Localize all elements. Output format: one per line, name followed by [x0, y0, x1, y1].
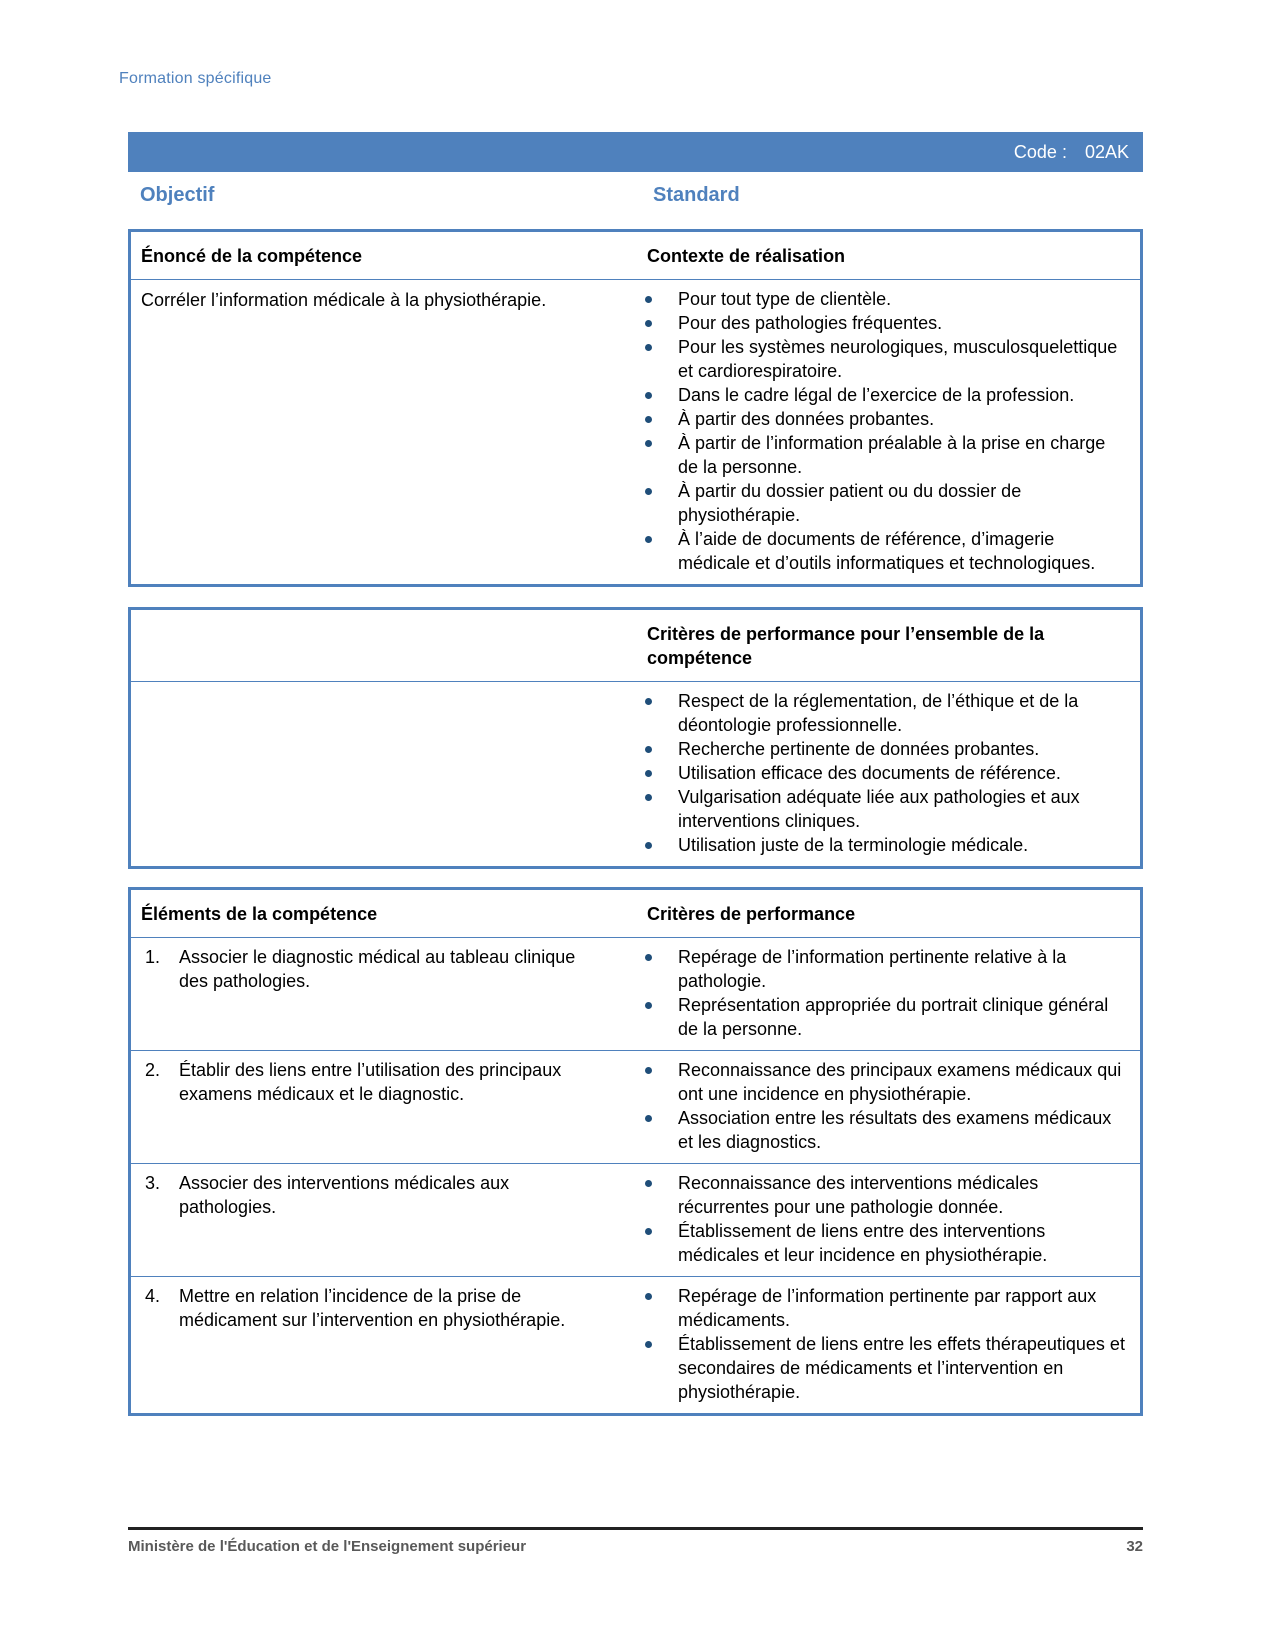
contexte-cell: [631, 280, 1140, 584]
element-text: Associer le diagnostic médical au tableau clinique des pathologies.: [179, 947, 576, 991]
bullet-item: Établissement de liens entre les effets thérapeutiques et secondaires de médicaments et l’intervention en physiothérapie.: [631, 1332, 1126, 1404]
contexte-bullet-list: [631, 287, 1126, 575]
element-row: [131, 1051, 1140, 1164]
element-rows: [131, 938, 1140, 1413]
criteres-bullet-list: [631, 1284, 1126, 1404]
bullet-item: Pour les systèmes neurologiques, musculosquelettique et cardiorespiratoire.: [631, 335, 1126, 383]
bullet-item: Respect de la réglementation, de l’éthique et de la déontologie professionnelle.: [631, 689, 1126, 737]
criteres-bullet-list: [631, 1171, 1126, 1267]
footer-ministry: Ministère de l'Éducation et de l'Enseignement supérieur: [128, 1538, 527, 1555]
element-text: Associer des interventions médicales aux pathologies.: [179, 1173, 510, 1217]
element-cell: [131, 938, 631, 1050]
header-cell-elements: [131, 890, 631, 937]
bullet-item: Utilisation efficace des documents de référence.: [631, 761, 1126, 785]
criteres-ensemble-cell: [631, 682, 1140, 866]
bullet-item: Repérage de l’information pertinente par rapport aux médicaments.: [631, 1284, 1126, 1332]
standard-heading: Standard: [653, 184, 740, 206]
element-number: 2.: [145, 1060, 161, 1080]
code-value: 02AK: [1084, 141, 1129, 162]
element-number: 3.: [145, 1173, 161, 1193]
criteres-ensemble-label: Critères de performance pour l’ensemble de la compétence: [647, 624, 1045, 668]
enonce-cell: [131, 280, 631, 584]
footer-rule: [128, 1527, 1143, 1530]
header-elements-label: Éléments de la compétence: [141, 904, 378, 924]
element-cell: [131, 1051, 631, 1163]
table-body-row: [131, 682, 1140, 866]
bullet-item: À partir des données probantes.: [631, 407, 1126, 431]
element-text: Mettre en relation l’incidence de la prise de médicament sur l’intervention en physiothérapie.: [179, 1286, 566, 1330]
empty-cell: [131, 682, 631, 866]
table-enonce-competence: [128, 229, 1143, 587]
column-headings: [128, 184, 1143, 214]
header-cell-enonce: [131, 232, 631, 279]
table-elements-competence: [128, 887, 1143, 1416]
bullet-item: Représentation appropriée du portrait clinique général de la personne.: [631, 993, 1126, 1041]
page-content: [128, 229, 1143, 1416]
criteres-cell: [631, 938, 1140, 1050]
bullet-item: À partir de l’information préalable à la prise en charge de la personne.: [631, 431, 1126, 479]
bullet-item: Vulgarisation adéquate liée aux pathologies et aux interventions cliniques.: [631, 785, 1126, 833]
code-bar: [128, 132, 1143, 172]
element-row: [131, 1164, 1140, 1277]
header-cell-criteres-ensemble: [631, 610, 1140, 681]
criteres-bullet-list: [631, 1058, 1126, 1154]
element-text: Établir des liens entre l’utilisation des principaux examens médicaux et le diagnostic.: [179, 1060, 562, 1104]
bullet-item: Dans le cadre légal de l’exercice de la profession.: [631, 383, 1126, 407]
criteres-cell: [631, 1277, 1140, 1413]
enonce-text: Corréler l’information médicale à la physiothérapie.: [141, 290, 547, 310]
bullet-item: À partir du dossier patient ou du dossier de physiothérapie.: [631, 479, 1126, 527]
objectif-heading: Objectif: [140, 184, 215, 206]
bullet-item: Recherche pertinente de données probantes.: [631, 737, 1126, 761]
page-number: 32: [1126, 1538, 1143, 1555]
header-cell-contexte: [631, 232, 1140, 279]
element-number: 1.: [145, 947, 161, 967]
page-footer: [128, 1527, 1143, 1555]
bullet-item: Établissement de liens entre des interventions médicales et leur incidence en physiothérapie.: [631, 1219, 1126, 1267]
element-cell: [131, 1164, 631, 1276]
criteres-cell: [631, 1051, 1140, 1163]
section-label: Formation spécifique: [119, 70, 272, 87]
header-contexte-label: Contexte de réalisation: [647, 246, 846, 266]
header-criteres-label: Critères de performance: [647, 904, 856, 924]
header-enonce-label: Énoncé de la compétence: [141, 246, 363, 266]
table-header-row: [131, 232, 1140, 280]
header-cell-criteres: [631, 890, 1140, 937]
table-body-row: [131, 280, 1140, 584]
element-row: [131, 938, 1140, 1051]
criteres-bullet-list: [631, 945, 1126, 1041]
bullet-item: Repérage de l’information pertinente relative à la pathologie.: [631, 945, 1126, 993]
bullet-item: Association entre les résultats des examens médicaux et les diagnostics.: [631, 1106, 1126, 1154]
code-label: Code :: [1013, 141, 1067, 162]
table-header-row: [131, 610, 1140, 682]
empty-header-cell: [131, 610, 631, 681]
bullet-item: À l’aide de documents de référence, d’imagerie médicale et d’outils informatiques et technologiques.: [631, 527, 1126, 575]
bullet-item: Pour tout type de clientèle.: [631, 287, 1126, 311]
bullet-item: Utilisation juste de la terminologie médicale.: [631, 833, 1126, 857]
element-cell: [131, 1277, 631, 1413]
bullet-item: Reconnaissance des principaux examens médicaux qui ont une incidence en physiothérapie.: [631, 1058, 1126, 1106]
table-criteres-ensemble: [128, 607, 1143, 869]
element-number: 4.: [145, 1286, 161, 1306]
criteres-cell: [631, 1164, 1140, 1276]
table-header-row: [131, 890, 1140, 938]
bullet-item: Reconnaissance des interventions médicales récurrentes pour une pathologie donnée.: [631, 1171, 1126, 1219]
bullet-item: Pour des pathologies fréquentes.: [631, 311, 1126, 335]
element-row: [131, 1277, 1140, 1413]
criteres-ensemble-bullet-list: [631, 689, 1126, 857]
